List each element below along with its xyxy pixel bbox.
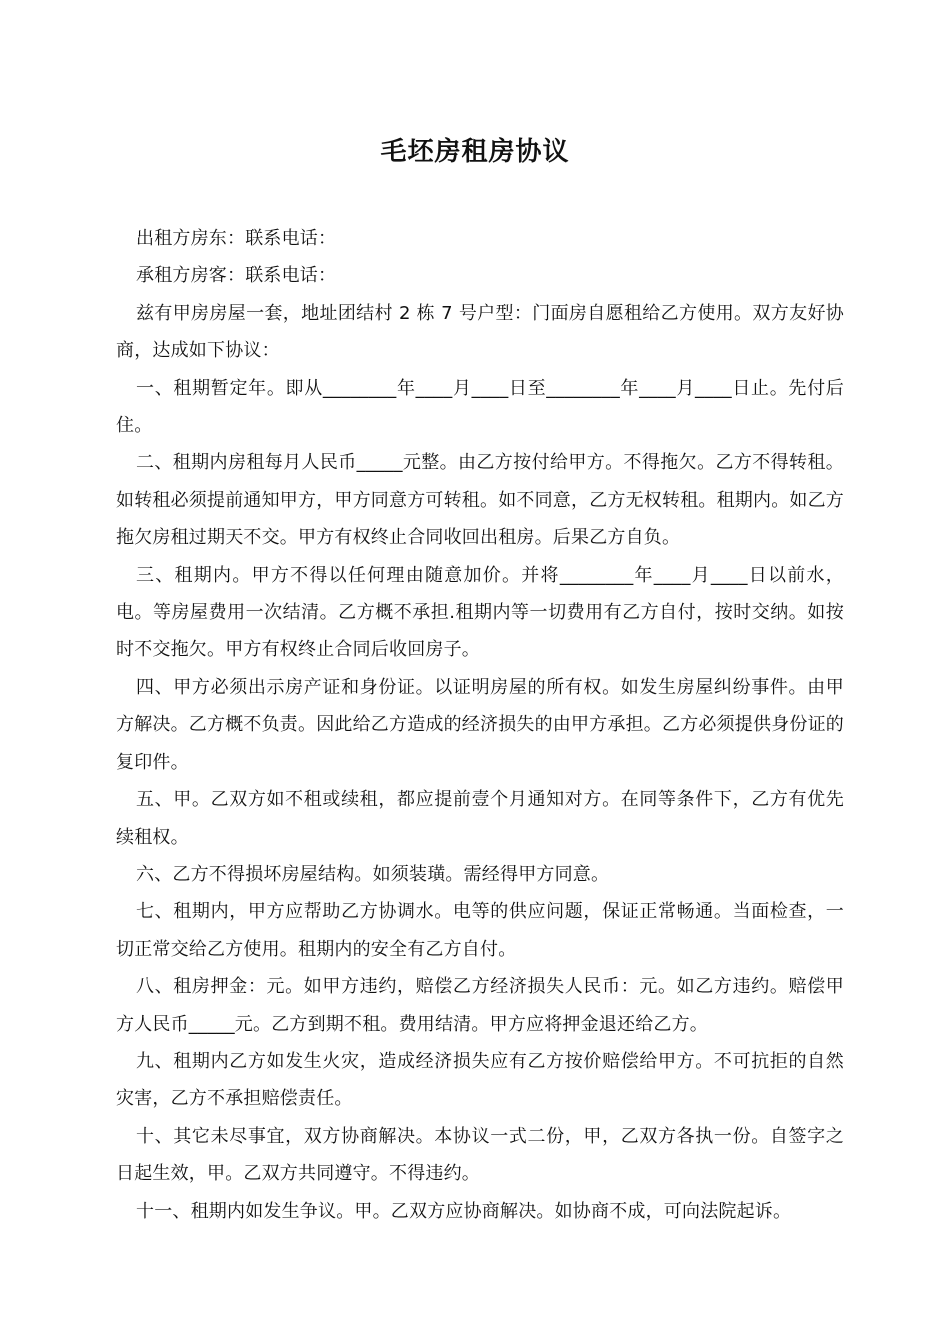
- clause-9: 九、租期内乙方如发生火灾，造成经济损失应有乙方按价赔偿给甲方。不可抗拒的自然灾害，乙方不承担赔偿责任。: [116, 1050, 844, 1110]
- clause-6: 六、乙方不得损坏房屋结构。如须装璜。需经得甲方同意。: [136, 863, 610, 885]
- document-body: [116, 220, 844, 1230]
- intro-paragraph: 兹有甲房房屋一套，地址团结村 2 栋 7 号户型：门面房自愿租给乙方使用。双方友好协商，达成如下协议：: [116, 302, 844, 362]
- clause-7: 七、租期内，甲方应帮助乙方协调水。电等的供应问题，保证正常畅通。当面检查，一切正常交给乙方使用。租期内的安全有乙方自付。: [116, 901, 844, 960]
- clause-5: 五、甲。乙双方如不租或续租，都应提前壹个月通知对方。在同等条件下，乙方有优先续租权。: [116, 789, 844, 848]
- clause-3: 三、租期内。甲方不得以任何理由随意加价。并将________年____月____日以前水，电。等房屋费用一次结清。乙方概不承担.租期内等一切费用有乙方自付，按时交纳。如按时不交拖欠。甲方有权终止合同后收回房子。: [116, 564, 844, 661]
- clause-8: 八、租房押金：元。如甲方违约，赔偿乙方经济损失人民币：元。如乙方违约。赔偿甲方人民币_____元。乙方到期不租。费用结清。甲方应将押金退还给乙方。: [116, 976, 844, 1035]
- clause-11: 十一、租期内如发生争议。甲。乙双方应协商解决。如协商不成，可向法院起诉。: [136, 1200, 792, 1222]
- clause-4: 四、甲方必须出示房产证和身份证。以证明房屋的所有权。如发生房屋纠纷事件。由甲方解决。乙方概不负责。因此给乙方造成的经济损失的由甲方承担。乙方必须提供身份证的复印件。: [116, 676, 844, 773]
- clause-1: 一、租期暂定年。即从________年____月____日至________年____月____日止。先付后住。: [116, 377, 844, 437]
- document-title: 毛坯房租房协议: [380, 137, 570, 167]
- tenant-line: 承租方房客：联系电话：: [136, 265, 337, 287]
- clause-10: 十、其它未尽事宜，双方协商解决。本协议一式二份，甲，乙双方各执一份。自签字之日起生效，甲。乙双方共同遵守。不得违约。: [116, 1125, 844, 1185]
- landlord-line: 出租方房东：联系电话：: [136, 228, 337, 249]
- clause-2: 二、租期内房租每月人民币_____元整。由乙方按付给甲方。不得拖欠。乙方不得转租。如转租必须提前通知甲方，甲方同意方可转租。如不同意，乙方无权转租。租期内。如乙方拖欠房租过期天不交。甲方有权终止合同收回出租房。后果乙方自负。: [116, 452, 844, 549]
